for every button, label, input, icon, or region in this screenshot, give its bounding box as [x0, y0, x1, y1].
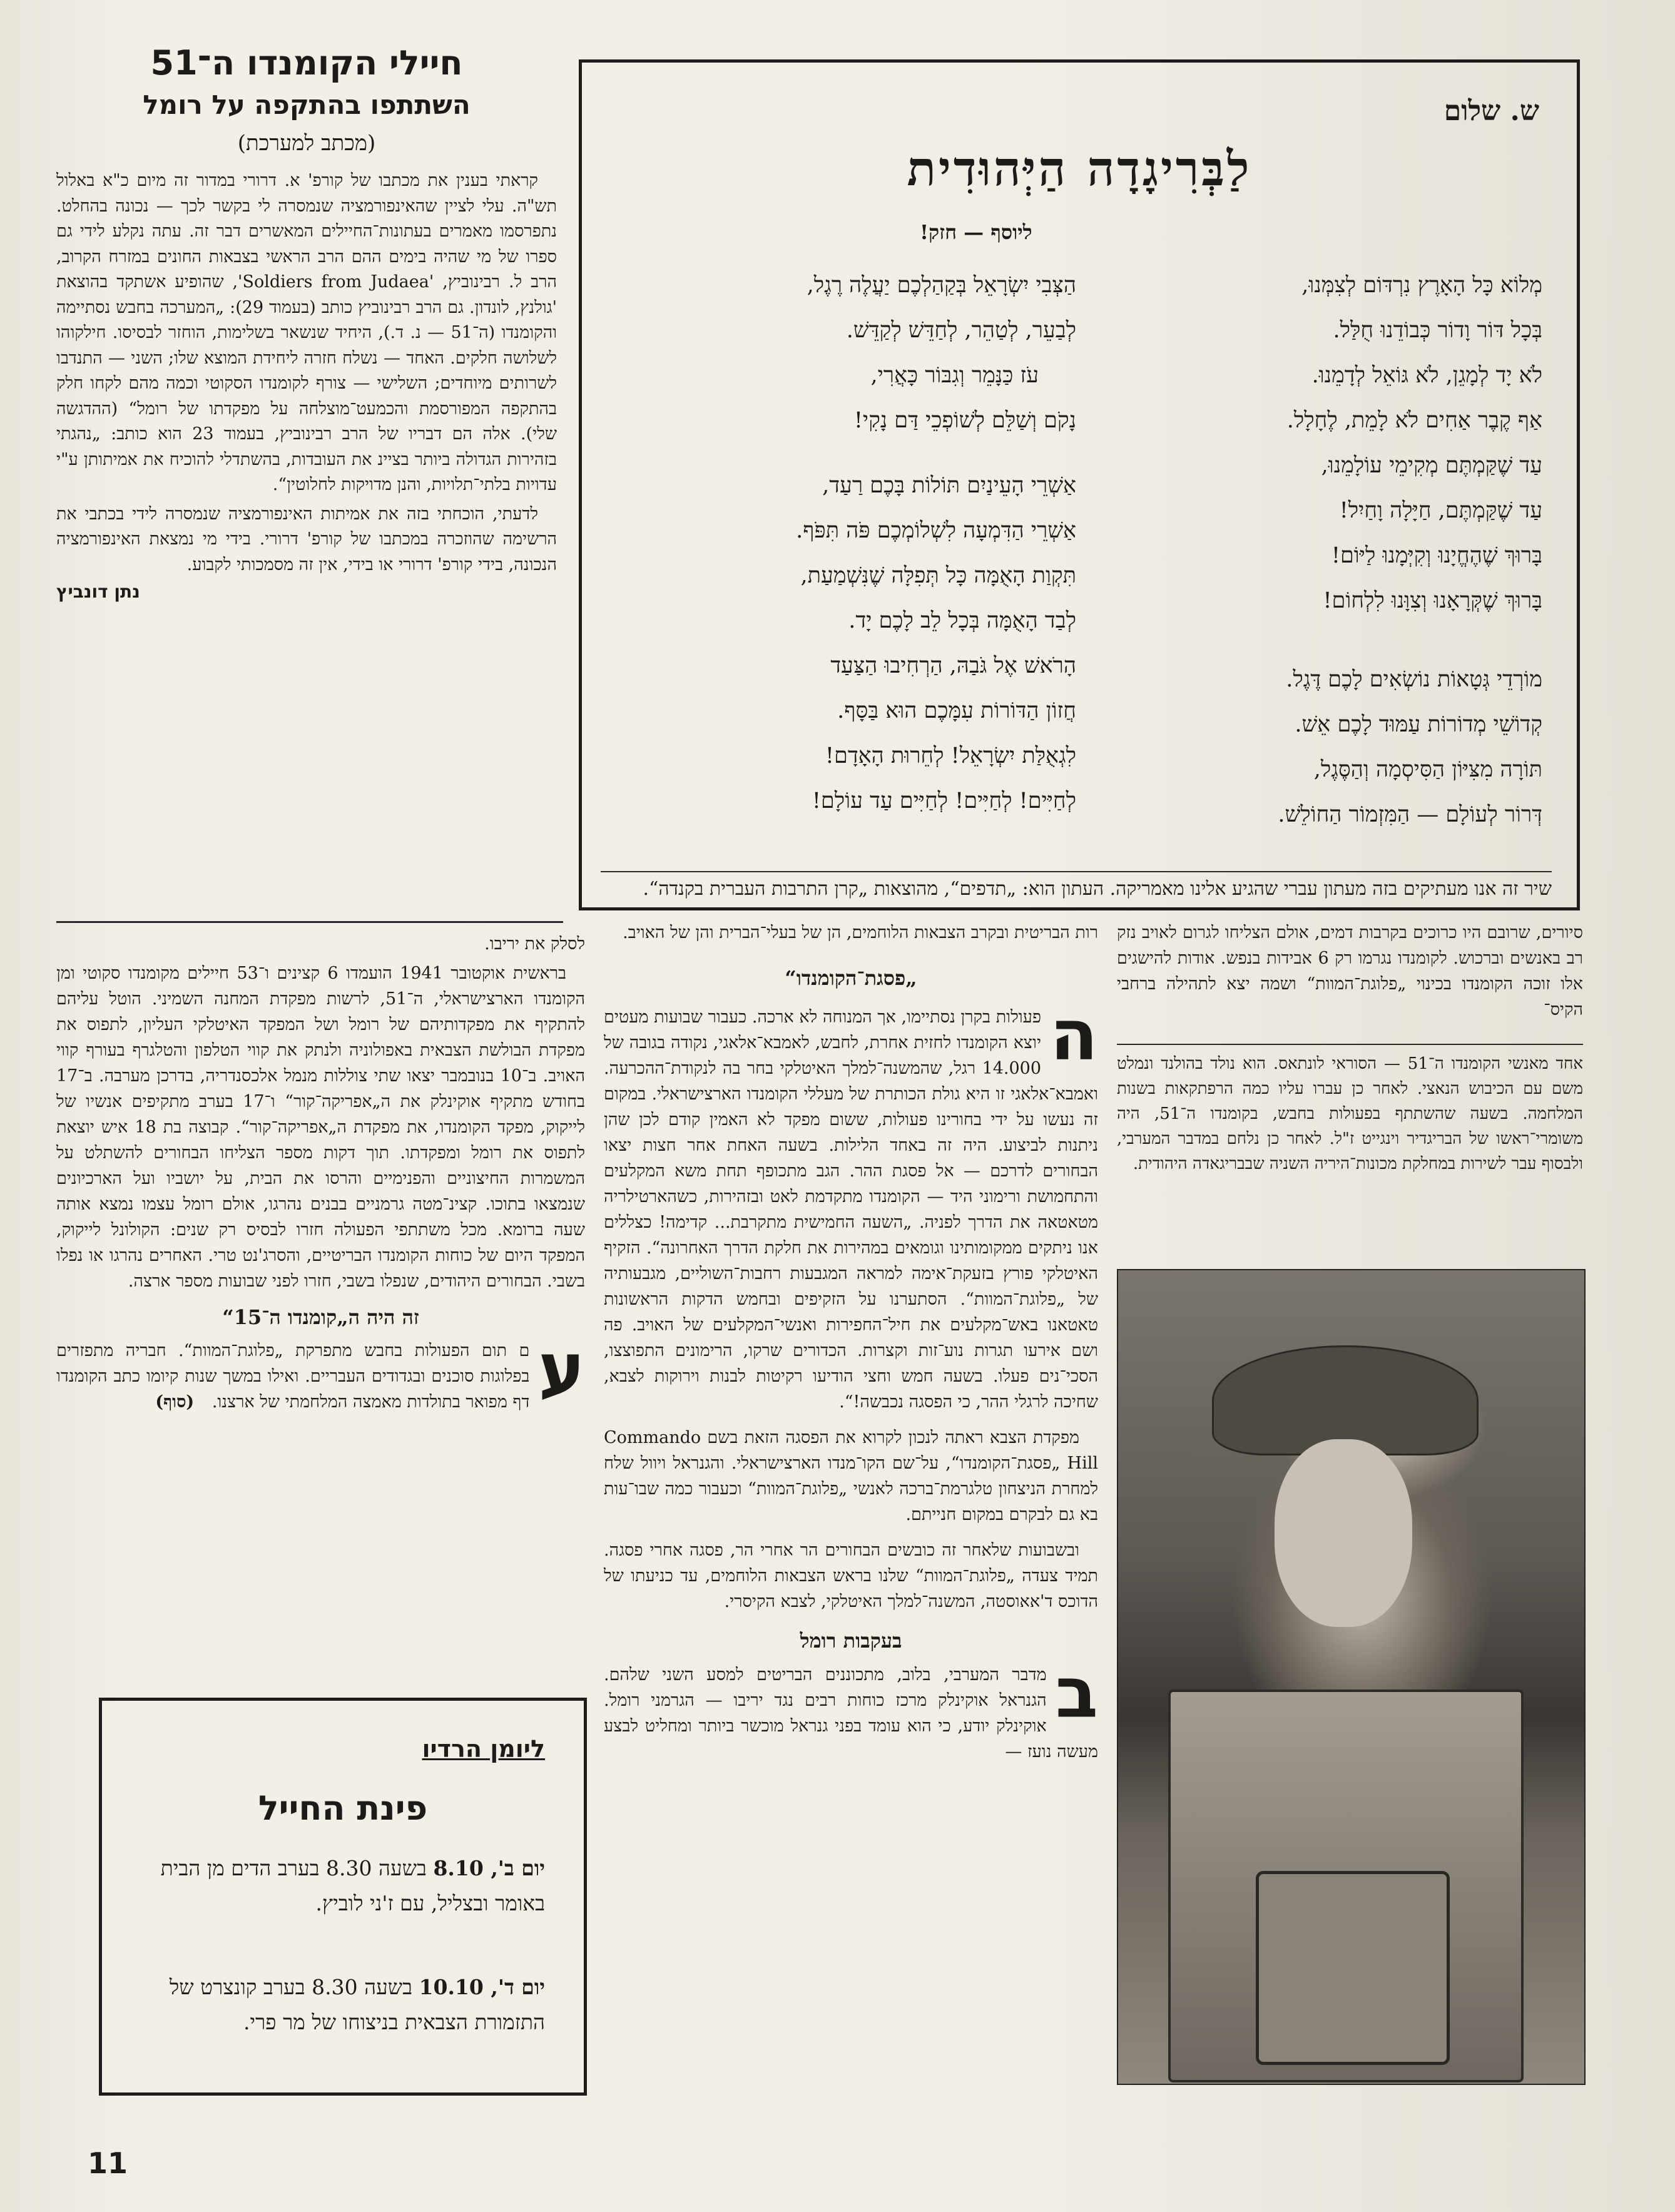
poem-line: תִּקְוַת הָאֻמָּה כָּל תְּפִלָּה שֶׁנִּשְׁמַעַת,	[800, 563, 1076, 588]
article-paragraph	[56, 1328, 585, 1415]
commando-soldier-photo	[1117, 1269, 1586, 2085]
poem-line: לְחַיִּים! לְחַיִּים! לְחַיִּים עַד עוֹלָם!	[812, 788, 1076, 813]
poem-line: בָּרוּךְ שֶׁקְּרָאָנוּ וְצִוָּנוּ לִלְחוֹם!	[1323, 588, 1542, 613]
poem-right-stanza-2	[1104, 657, 1542, 837]
radio-entry-2	[136, 1970, 545, 2040]
article-paragraph: בראשית אוקטובר 1941 הועמדו 6 קצינים ו־53 חיילים מקומנדו סקוטי ומן הקומנדו הארצישראלי, ה־51, לרשות מפקדת המחנה השמיני. הוטל עליהם להתקיף את מפקדותיהם של רומל ושל המפקד האיטלקי העליון, לתפוס את מפקדת הבולשת הצבאית באפולוניה ולנתק את קווי הטלפון והטלגרף בעורף קווי האויב. ב־10 בנובמבר יצאו שתי צוללות מנמל אלכסנדריה, בדרכן מערבה. ב־17 בחודש מתקיף אוקינלק את ה„אפריקה־קור“ ו־17 בערב מתקיפים אנשיו של לייקוק, מפקד הקומנדו, את מפקדת ה„אפריקה־קור“. קבוצה בת 18 איש יוצאת לתפוס את רומל ומפקדתו. תוך דקות מספר הצליחו הבחורים להשתלט על המשמרות החיצוניים והפנימיים והרסו את הבית, על יושביו ועל הארכיונים שנמצאו בתוכו. קצינ־מטה גרמניים בבנים נהרגו, אולם רומל עצמו נמצא אותה שעה ברומא. מכל משתתפי הפעולה חזרו לבסיס רק שנים: הקולונל לייקוק, המפקד היום של כוחות הקומנדו הבריטיים, והסרג'נט טרי. האחרים נהרגו או נפלו בשבי. הבחורים היהודים, שנפלו בשבי, חזרו לפני שבועות מספר ארצה.	[56, 964, 586, 1291]
poem-line: דְּרוֹר לְעוֹלָם — הַמִּזְמוֹר הַחוֹלֵשׁ.	[1278, 802, 1542, 827]
poem-line: לְבַד הָאֻמָּה בְּכָל לֵב לָכֶם יָד.	[848, 608, 1076, 633]
letter-paragraph: לדעתי, הוכחתי בזה את אמיתות האינפורמציה שנמסרה לידי בכתבי את הרשימה שהוזכרה במכתבו של קורפ' דרורי. בידי מי נמצאת האינפורמציה הנכונה, בידי קורפ' דרורי או בידי, אין זה מסמכותי לקבוע.	[56, 504, 557, 574]
photo-box-shape	[1256, 1871, 1450, 2065]
radio-entry-day: יום ב', 8.10	[433, 1856, 545, 1880]
article-column-left	[56, 931, 585, 1419]
letter-column	[56, 41, 557, 602]
poem-footnote: שיר זה אנו מעתיקים בזה מעתון עברי שהגיע אלינו מאמריקה. העתון הוא: „תדפים“, מהוצאות „קרן התרבות העברית בקנדה“.	[643, 878, 1552, 900]
poem-line: אַשְׁרֵי הַדִּמְעָה לִשְׁלוֹמְכֶם פֹּה תִּפֹּף.	[796, 518, 1076, 543]
poem-line: נָקֹם וְשַׁלֵּם לְשׁוֹפְכֵי דַּם נָקִי!	[853, 408, 1076, 433]
poem-line: לְבַעֵר, לְטַהֵר, לְחַדֵּשׁ לְקַדֵּשׁ.	[846, 318, 1076, 343]
article-paragraph	[604, 1653, 1098, 1765]
article-paragraph: סיורים, שרובם היו כרוכים בקרבות דמים, אולם הצליחו לגרום לאויב נזק רב באנשים וברכוש. לקומנדו נגרמו רק 6 אבידות בנפש. אודות להישגים אלו זוכה הקומנדו בכינוי „פלוגת־המוות“ ושמה יצא לתהילה ברחבי הקיס־	[1117, 923, 1583, 1019]
poem-left-stanza-1	[626, 263, 1076, 443]
poem-author: ש. שלום	[1443, 95, 1539, 127]
letter-tag: (מכתב למערכת)	[237, 131, 376, 156]
subheading-commando-15: זה היה ה„קומנדו ה־15“	[222, 1305, 419, 1329]
end-mark: (סוף)	[155, 1392, 195, 1412]
article-text: פעולות בקרן נסתיימו, אך המנוחה לא ארכה. כעבור שבועות מעטים יוצא הקומנדו לחזית אחרת, לחבש, לאמבא־אלאגי, נקודה בגובה של 14.000 רגל, שהמשנה־למלך האיטלקי בחר בה לנקודת־ההכרעה. ואמבא־אלאגי זו היא גולת הכותרת של מעללי הקומנדו הארצישראלי. במקום זה נעשו על ידי בחורינו פעולות, ששום מפקד לא האמין קודם לכן שהן ניתנות לביצוע. היה זה באחד הלילות. בשעה האחת אחר חצות יצאו הבחורים לדרכם — אל פסגת ההר. הגב מתכופף תחת משא המקלעים והתחמושת ורימוני היד — הקומנדו מתקדמת לאט ובזהירות, כשהארטילריה מטאטאה את הדרך לפניה. „השעה החמישית מתקרבת... קדימה! כצללים אנו ניתקים ממקומותינו וגומאים במהירות את חלקת הדרך האחרונה“. הזקיף האיטלקי פורץ בזעקת־אימה למראה המגבעות רחבות־השוליים, מגבעותיה של „פלוגת־המוות“. הסתערנו על הזקיפים ובחמש הדקות הראשונות טאטאנו באש־מקלעים את חיל־החפירות ואנשי־המקלעים של האויב. פה ושם אירעו תגרות נוע־זות וקצרות. הכדורים שרקו, הרימונים התפוצצו, הסכי־נים פעלו. בשעה חמש וחצי הודיעו רקיטות לבנות וירוקות לצבא, שחיכה לרגלי ההר, כי הפסגה נכבשה!“.	[604, 1007, 1098, 1412]
poem-line: מוֹרְדֵי גְּטָאוֹת נוֹשְׂאִים לָכֶם דֶּגֶל.	[1286, 667, 1542, 692]
divider-caption	[1117, 1044, 1583, 1045]
poem-line: מְלוֹא כָּל הָאָרֶץ נִרְדּוֹם לְצִמְּנוּ,	[1301, 273, 1542, 298]
poem-line: הָרֹאשׁ אֶל גֹּבַהּ, הַרְחִיבוּ הַצַּעַד	[830, 653, 1076, 678]
poem-line: בְּכָל דּוֹר וָדוֹר כְּבוֹדֵנוּ חֻלַּל.	[1333, 318, 1542, 343]
article-text: מדבר המערבי, בלוב, מתכוננים הבריטים למסע השני שלהם. הגנראל אוקינלק מרכז כוחות רבים נגד יריבו — הגרמני רומל. אוקינלק יודע, כי הוא עומד בפני גנראל מוכשר ביותר ומחליט לבצע מעשה נועז —	[604, 1665, 1098, 1761]
article-paragraph: רות הבריטית ובקרב הצבאות הלוחמים, הן של בעלי־הברית והן של האויב.	[623, 923, 1098, 942]
poem-line: קְדוֹשֵׁי מְדוֹרוֹת עַמּוּד לָכֶם אֵשׁ.	[1295, 712, 1542, 737]
page-number: 11	[88, 2146, 128, 2180]
divider-letter	[56, 921, 563, 923]
article-paragraph: מפקדת הצבא ראתה לנכון לקרוא את הפסגה הזאת בשם Commando Hill „פסגת־הקומנדו“, על־שם הקו־מנדו הארצישראלי. והגנראל ויוול שלח למחרת הניצחון טלגרמת־ברכה לאנשי „פלוגת־המוות“ וכעבור כמה שבו־עות בא גם לבקרם במקום חנייתם.	[604, 1428, 1098, 1524]
dropcap-bet: ב	[1055, 1653, 1098, 1734]
letter-title: חיילי הקומנדו ה־51	[150, 43, 463, 83]
photo-caption: אחד מאנשי הקומנדו ה־51 — הסוראי לונתאס. הוא נולד בהולנד ונמלט משם עם הכיבוש הנאצי. לאחר כן עברו עליו כמה הרפתקאות בשנות המלחמה. בשעה שהשתתף בפעולות בחבש, בקומנדו ה־51, היה משומרי־ראשו של הבריגדיר וינגייט ז"ל. לאחר כן נלחם במדבר המערבי, ולבסוף עבר לשירות במחלקת מכונות־היריה השניה שבבריגאדה היהודית.	[1117, 1054, 1583, 1173]
poem-line: עַד שֶׁקַּמְתֶּם, חַיָּלָה וָחַיִל!	[1339, 498, 1542, 523]
poem-line: לֹא יָד לְמָגֵן, לֹא גּוֹאֵל לְדָמֵנוּ.	[1311, 363, 1542, 388]
dropcap-ayin: ע	[538, 1328, 585, 1410]
photo-face-shape	[1275, 1439, 1412, 1627]
poem-line: תּוֹרָה מִצִּיּוֹן הַסִּיסְמָה וְהַסֶּגֶל,	[1313, 757, 1542, 782]
poem-right-stanza-1	[1104, 263, 1542, 623]
radio-entry-text: בשעה 8.30 בערב קונצרט של התזמורת הצבאית בניצוחו של מר פרי.	[169, 1975, 545, 2034]
poem-dedication: ליוסף — חזק!	[920, 220, 1032, 244]
poem-line: עֹז כַּנָּמֵר וְגִבּוֹר כָּאֲרִי,	[870, 363, 1039, 388]
letter-paragraph: קראתי בענין את מכתבו של קורפ' א. דרורי במדור זה מיום כ"א באלול תש"ה. עלי לציין שהאינפורמציה שנמסרה לי בקשר לכך — נכונה בהחלט. נתפרסמו מאמרים בעתונות־החיילים המאשרים דבר זה. עתה נקלע לידי גם ספרו של מי שהיה בימים ההם הרב הראשי בצבאות החונים במזרח הקרוב, הרב ל. רבינוביץ, 'Soldiers from Judaea', שהופיע אשתקד בהוצאת 'גולנץ, לונדון. גם הרב רבינוביץ כותב (בעמוד 29): „המערכה בחבש נסתיימה והקומנדו (ה־51 — נ. ד.), היחיד שנשאר בשלימות, הוחזר לבסיסו. חילקוהו לשלושה חלקים. האחד — נשלח חזרה ליחידת המוצא שלו; השני — התנדבו לשרותים מיוחדים; השלישי — צורף לקומנדו הסקוטי וכמה מהם לקחו חלק בהתקפה המפורסמת והכמעט־מוצלחה על מפקדתו של רומל“ (ההדגשה שלי). אלה הם דבריו של הרב רבינוביץ, בעמוד 23 הוא כותב: „נהגתי בזהירות הגדולה ביותר בציינ את העובדות, בהשתדלי להוכיח את אמיתותן ע"י עדויות בלתי־תלויות, והנן מדויקות לחלוטין“.	[56, 171, 557, 494]
article-column-middle	[604, 920, 1098, 1768]
article-column-right	[1117, 920, 1583, 1026]
poem-title: לַבְּרִיגָדָה הַיְּהוּדִית	[907, 141, 1252, 196]
poem-line: עַד שֶׁקַּמְתֶּם מְקִימֵי עוֹלָמֵנוּ,	[1321, 453, 1542, 478]
poem-line: חֲזוֹן הַדּוֹרוֹת עִמָּכֶם הוּא בַּסָּף.	[837, 698, 1076, 723]
poem-line: בָּרוּךְ שֶׁהֶחֱיָנוּ וְקִיְּמָנוּ לַיּוֹם!	[1331, 543, 1542, 568]
subheading-commando-hill: „פסגת־הקומנדו“	[785, 966, 917, 990]
radio-entry-text: בשעה 8.30 בערב הדים מן הבית באומר ובצליל, עם ז'ני לוביץ.	[160, 1856, 545, 1915]
subheading-rommel: בעקבות רומל	[800, 1629, 902, 1653]
poem-line: אַף קֶבֶר אַחִים לֹא לָמֵת, לֶחָלָל.	[1286, 408, 1542, 433]
radio-entry-day: יום ד', 10.10	[419, 1975, 545, 1999]
poem-left-stanza-2	[626, 463, 1076, 823]
radio-box	[99, 1698, 587, 2096]
letter-subtitle: השתתפו בהתקפה על רומל	[143, 89, 471, 120]
dropcap-he: ה	[1050, 995, 1098, 1076]
article-text: ם תום הפעולות בחבש מתפרקת „פלוגת־המוות“. חבריה מתפזרים בפלוגות סוכנים ובגדודים העבריים. ואילו במשך שנות קיומו כתב הקומנדו דף מפואר בתולדות מאמצה המלחמתי של ארצנו.	[56, 1341, 530, 1412]
poem-line: לִגְאֻלַּת יִשְׂרָאֵל! לְחֵרוּת הָאָדָם!	[825, 743, 1076, 768]
poem-line: הַצְּבִי יִשְׂרָאֵל בְּקַהַלְכֶם יַעֲלֶה רֶגֶל,	[807, 273, 1076, 298]
article-paragraph	[604, 995, 1098, 1415]
poem-line: אַשְׁרֵי הָעֵינַיִם תּוֹלוֹת בָּכֶם רַעַד,	[822, 473, 1076, 498]
poem-footnote-rule	[601, 871, 1552, 872]
radio-title: פינת החייל	[258, 1788, 428, 1828]
article-paragraph: לסלק את יריבו.	[484, 934, 585, 954]
article-paragraph: ובשבועות שלאחר זה כובשים הבחורים הר אחרי הר, פסגה אחרי פסגה. תמיד צעדה „פלוגת־המוות“ שלנו בראש הצבאות הלוחמים, עד כניעתו של הדוכס ד'אאוסטה, המשנה־למלך האיטלקי, לצבא הקיסרי.	[604, 1541, 1098, 1611]
radio-label: ליומן הרדיו	[422, 1735, 545, 1763]
radio-entry-1	[136, 1851, 545, 1921]
letter-signature: נתן דונביץ	[56, 581, 140, 602]
poem-box	[579, 59, 1580, 910]
letter-body	[56, 168, 557, 578]
